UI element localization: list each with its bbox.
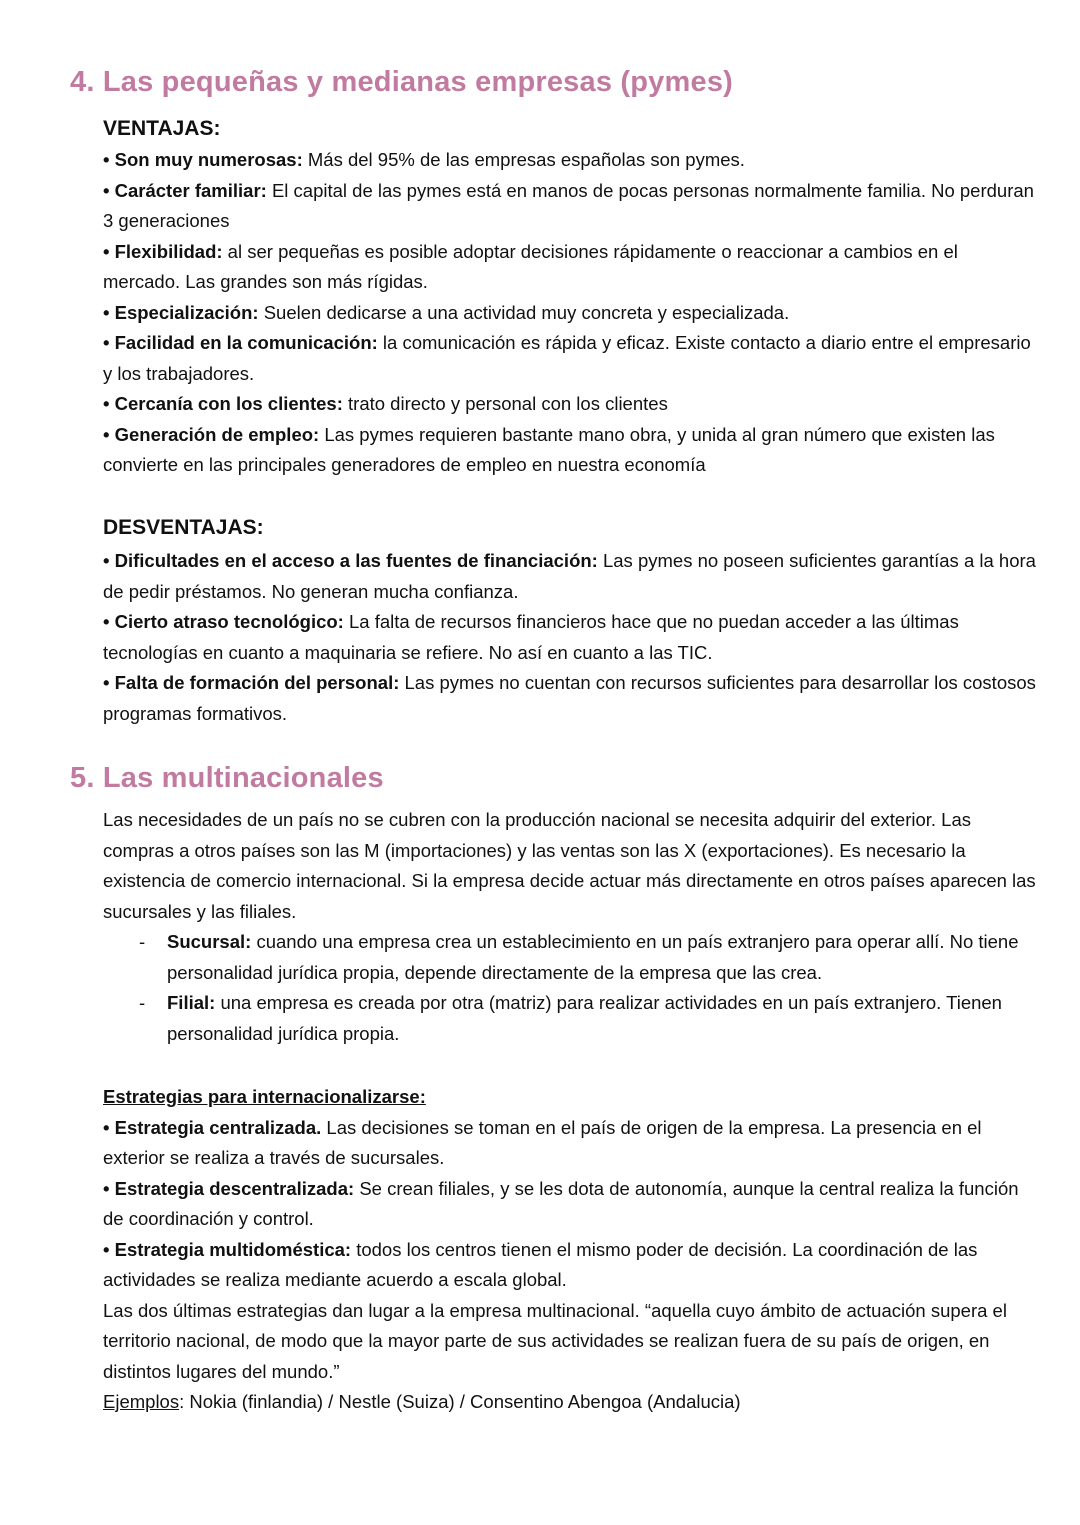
- estrategias-section: [103, 1082, 1038, 1418]
- item-label: • Facilidad en la comunicación:: [103, 332, 378, 353]
- examples-line: [103, 1387, 1038, 1418]
- item-text: El capital de las pymes está en manos de pocas personas normalmente familia. No perduran 3 generaciones: [103, 179, 1034, 231]
- item-label: • Especialización:: [103, 301, 259, 323]
- item-label: Sucursal:: [167, 931, 252, 952]
- item-label: • Estrategia centralizada.: [103, 1116, 322, 1138]
- item-text: trato directo y personal con los clientes: [342, 393, 668, 414]
- item-label: • Dificultades en el acceso a las fuentes de financiación:: [103, 550, 598, 571]
- list-item: [103, 420, 1038, 481]
- item-text: La falta de recursos financieros hace que no puedan acceder a las últimas tecnologías en cuanto a maquinaria se refiere. No así en cuanto a las TIC.: [103, 611, 959, 663]
- list-item: [103, 237, 1038, 298]
- list-item: [103, 607, 1038, 668]
- estrategias-heading: Estrategias para internacionalizarse:: [103, 1086, 426, 1107]
- item-text: cuando una empresa crea un establecimiento en un país extranjero para operar allí. No tiene personalidad jurídica propia, depende directamente de la empresa que las crea.: [167, 931, 1019, 983]
- item-text: Las decisiones se toman en el país de origen de la empresa. La presencia en el exterior se realiza a través de sucursales.: [103, 1116, 982, 1168]
- list-item: [103, 668, 1038, 729]
- list-item: [103, 988, 1038, 1049]
- item-label: • Cierto atraso tecnológico:: [103, 611, 344, 632]
- examples-label: Ejemplos: [103, 1391, 180, 1412]
- item-label: • Falta de formación del personal:: [103, 672, 400, 693]
- item-text: al ser pequeñas es posible adoptar decisiones rápidamente o reaccionar a cambios en el mercado. Las grandes son más rígidas.: [103, 240, 958, 292]
- item-text: una empresa es creada por otra (matriz) para realizar actividades en un país extranjero. Tienen personalidad jurídica propia.: [167, 992, 1002, 1044]
- list-item: [103, 328, 1038, 389]
- item-text: la comunicación es rápida y eficaz. Existe contacto a diario entre el empresario y los trabajadores.: [103, 332, 1031, 384]
- list-item: [103, 546, 1038, 607]
- desventajas-heading: DESVENTAJAS:: [103, 516, 264, 539]
- item-text: Se crean filiales, y se les dota de autonomía, aunque la central realiza la función de coordinación y control.: [103, 1177, 1019, 1229]
- item-label: • Carácter familiar:: [103, 179, 267, 201]
- desventajas-list: [103, 546, 1038, 729]
- item-text: Más del 95% de las empresas españolas son pymes.: [302, 149, 745, 170]
- ventajas-list: [103, 145, 1038, 481]
- section-5-title: 5. Las multinacionales: [70, 762, 384, 794]
- dash-bullet: -: [139, 931, 146, 952]
- multinacionales-body: [103, 805, 1038, 1049]
- list-item: [103, 1174, 1038, 1235]
- item-label: Filial:: [167, 992, 216, 1013]
- item-label: • Cercanía con los clientes:: [103, 393, 343, 414]
- list-item: [103, 176, 1038, 237]
- item-label: • Generación de empleo:: [103, 423, 320, 445]
- closing-paragraph: Las dos últimas estrategias dan lugar a la empresa multinacional. “aquella cuyo ámbito de actuación supera el territorio nacional, de modo que la mayor parte de sus actividades se realizan fuera de su país de origen, en distintos lugares del mundo.”: [103, 1299, 1007, 1382]
- list-item: [103, 298, 1038, 329]
- ventajas-heading: VENTAJAS:: [103, 117, 221, 140]
- intro-paragraph: Las necesidades de un país no se cubren con la producción nacional se necesita adquirir del exterior. Las compras a otros países son las M (importaciones) y las ventas son las X (exportaciones). Es necesario la existencia de comercio internacional. Si la empresa decide actuar más directamente en otros países aparecen las sucursales y las filiales.: [103, 809, 1036, 922]
- item-label: • Flexibilidad:: [103, 240, 223, 262]
- list-item: [103, 389, 1038, 420]
- item-label: • Estrategia descentralizada:: [103, 1177, 355, 1199]
- item-text: Las pymes no cuentan con recursos suficientes para desarrollar los costosos programas formativos.: [103, 672, 1036, 724]
- dash-bullet: -: [139, 992, 146, 1013]
- item-text: todos los centros tienen el mismo poder de decisión. La coordinación de las actividades se realiza mediante acuerdo a escala global.: [103, 1238, 978, 1290]
- list-item: [103, 1113, 1038, 1174]
- list-item: [103, 1235, 1038, 1296]
- item-text: Suelen dedicarse a una actividad muy concreta y especializada.: [258, 301, 790, 323]
- item-text: Las pymes requieren bastante mano obra, y unida al gran número que existen las convierte en las principales generadores de empleo en nuestra economía: [103, 423, 995, 475]
- section-4-title: 4. Las pequeñas y medianas empresas (pymes): [70, 66, 734, 98]
- list-item: [103, 145, 1038, 176]
- examples-text: : Nokia (finlandia) / Nestle (Suiza) / Consentino Abengoa (Andalucia): [179, 1391, 741, 1412]
- item-text: Las pymes no poseen suficientes garantías a la hora de pedir préstamos. No generan mucha confianza.: [103, 550, 1036, 602]
- item-label: • Son muy numerosas:: [103, 149, 303, 170]
- item-label: • Estrategia multidoméstica:: [103, 1238, 352, 1260]
- list-item: [103, 927, 1038, 988]
